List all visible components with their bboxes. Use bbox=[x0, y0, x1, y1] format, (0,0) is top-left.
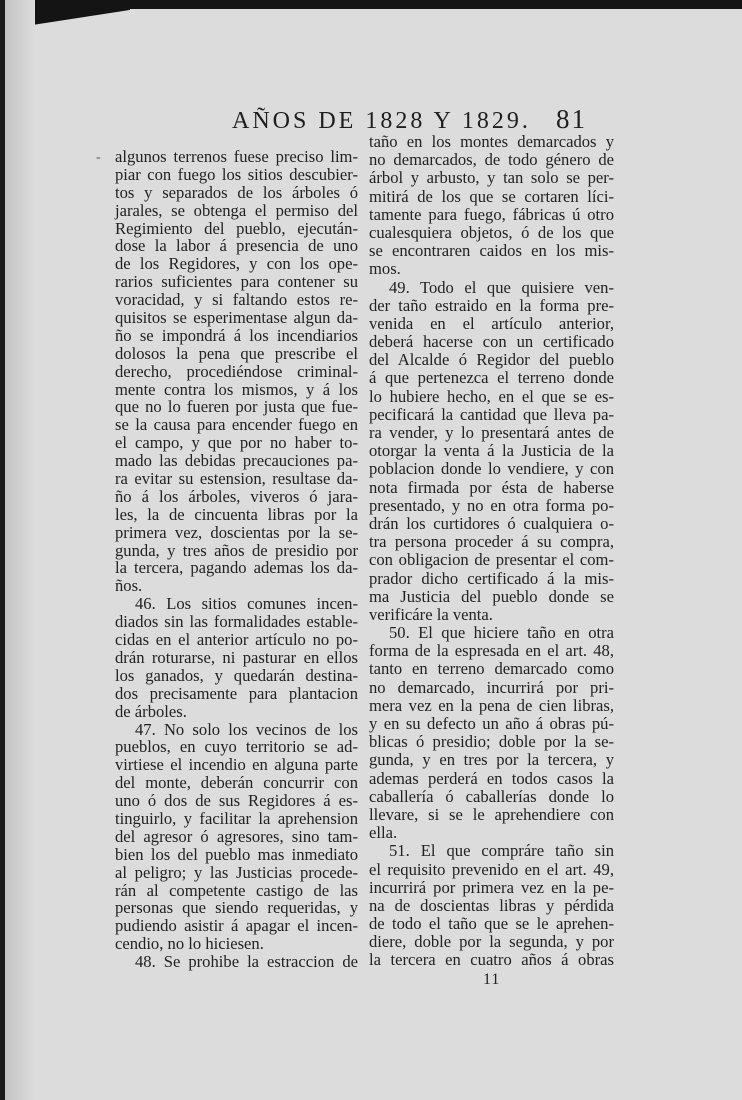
text-line: ra vender, y lo presentará antes de bbox=[369, 423, 614, 442]
margin-mark: - bbox=[96, 150, 101, 165]
text-line: na de doscientas libras y pérdida bbox=[369, 895, 614, 915]
text-line: cidas en el anterior artículo no po- bbox=[115, 630, 358, 650]
text-line: tanto en terreno demarcado como bbox=[369, 659, 614, 679]
text-line: gunda, y tres años de presidio por bbox=[115, 540, 358, 560]
article-first-line: 47. No solo los vecinos de los bbox=[135, 719, 358, 739]
text-line: y en su defecto un año á obras pú- bbox=[369, 714, 614, 733]
text-line: ños. bbox=[115, 576, 143, 596]
text-line: dose la labor á presencia de uno bbox=[115, 236, 358, 256]
text-line: no demarcados, de todo género de bbox=[369, 150, 614, 170]
text-line: árbol y arbusto, y tan solo se per- bbox=[369, 168, 614, 188]
text-line: se la causa para encender fuego en bbox=[115, 415, 358, 435]
text-line: del Alcalde ó Regidor del pueblo bbox=[369, 350, 614, 370]
text-line: presentado, y no en otra forma po- bbox=[369, 495, 614, 515]
text-line: derecho, procediéndose criminal- bbox=[115, 361, 358, 381]
text-line: el requisito prevenido en el art. 49, bbox=[369, 859, 614, 879]
text-line: les, la de cincuenta libras por la bbox=[115, 504, 358, 524]
text-line: de los Regidores, y con los ope- bbox=[115, 254, 358, 274]
text-line: con obligacion de presentar el com- bbox=[369, 550, 614, 570]
text-line: uno ó dos de sus Regidores á es- bbox=[115, 791, 358, 811]
text-line: á que pertenezca el terreno donde bbox=[369, 368, 614, 388]
text-line: caballería ó caballerías donde lo bbox=[369, 786, 614, 806]
text-line: bien los del pueblo mas inmediato bbox=[115, 844, 358, 864]
text-line: ademas perderá en todos casos la bbox=[369, 768, 614, 788]
text-line: primera vez, doscientas por la se- bbox=[115, 522, 358, 542]
text-line: Regimiento del pueblo, ejecután- bbox=[115, 218, 358, 238]
text-line: el campo, y que por no haber to- bbox=[115, 433, 358, 453]
text-line: diados sin las formalidades estable- bbox=[115, 612, 358, 632]
text-line: verificáre la venta. bbox=[369, 604, 493, 624]
text-line: la tercera en cuatro años á obras bbox=[369, 950, 614, 970]
text-line: virtiese el incendio en alguna parte bbox=[115, 755, 358, 775]
text-line: ma Justicia del pueblo donde se bbox=[369, 586, 614, 606]
article-first-line: 46. Los sitios comunes incen- bbox=[135, 594, 358, 614]
text-line: rán al competente castigo de las bbox=[115, 880, 358, 900]
text-line: ra evitar su estension, resultase da- bbox=[115, 469, 358, 489]
text-line: personas que siendo requeridas, y bbox=[115, 898, 358, 918]
text-line: la tercera, pagando ademas los da- bbox=[115, 558, 358, 578]
text-line: dos precisamente para plantacion bbox=[115, 683, 358, 703]
text-line: mitirá de los que se cortaren líci- bbox=[369, 186, 614, 206]
text-line: los ganados, y quedarán destina- bbox=[115, 665, 358, 685]
text-line: mente contra los mismos, y á los bbox=[115, 379, 358, 399]
text-line: tos y separados de los árboles ó bbox=[115, 182, 358, 202]
text-line: quisitos se esperimentase algun da- bbox=[115, 308, 358, 328]
text-line: tra persona proceder á su compra, bbox=[369, 532, 614, 552]
text-line: drán roturarse, ni pasturar en ellos bbox=[115, 647, 358, 667]
text-line: blicas ó presidio; doble por la se- bbox=[369, 732, 614, 752]
article-first-line: 49. Todo el que quisiere ven- bbox=[389, 277, 614, 297]
text-line: ño á los árboles, viveros ó jara- bbox=[115, 486, 358, 506]
text-line: diere, doble por la segunda, y por bbox=[369, 932, 614, 952]
text-line: algunos terrenos fuese preciso lim- bbox=[115, 147, 358, 166]
text-column-right bbox=[369, 133, 614, 970]
text-line: voracidad, y si faltando estos re- bbox=[115, 290, 358, 310]
text-line: que no lo fueren por justa que fue- bbox=[115, 397, 358, 417]
scan-left-edge bbox=[0, 0, 5, 1100]
text-line: tamente para fuego, fábricas ú otro bbox=[369, 204, 614, 224]
text-line: dolosos la pena que prescribe el bbox=[115, 343, 358, 363]
text-line: jarales, se obtenga el permiso del bbox=[115, 200, 358, 220]
text-line: llevare, si se le aprehendiere con bbox=[369, 804, 614, 824]
text-line: deberá hacerse con un certificado bbox=[369, 332, 614, 352]
text-line: del agresor ó agresores, sino tam- bbox=[115, 826, 358, 846]
text-line: pueblos, en cuyo territorio se ad- bbox=[115, 737, 358, 757]
text-line: tinguirlo, y facilitar la aprehension bbox=[115, 808, 358, 828]
text-line: lo hubiere hecho, en el que se es- bbox=[369, 386, 614, 406]
text-line: rarios suficientes para contener su bbox=[115, 272, 358, 292]
text-line: de árboles. bbox=[115, 701, 187, 721]
text-line: pudiendo asistir á apagar el incen- bbox=[115, 916, 358, 936]
text-line: forma de la espresada en el art. 48, bbox=[369, 641, 614, 661]
article-first-line: 48. Se prohibe la estraccion de bbox=[135, 952, 358, 972]
text-line: prador dicho certificado á la mis- bbox=[369, 568, 614, 588]
text-line: pecificará la cantidad que lleva pa- bbox=[369, 404, 614, 424]
text-line: ella. bbox=[369, 823, 398, 843]
text-line: incurrirá por primera vez en la pe- bbox=[369, 877, 614, 897]
running-title: AÑOS DE 1828 Y 1829. bbox=[232, 108, 531, 134]
text-line: se encontraren caidos en los mis- bbox=[369, 241, 614, 261]
scan-gutter-shadow bbox=[5, 0, 35, 1100]
text-line: nota firmada por ésta de haberse bbox=[369, 477, 614, 497]
text-line: al peligro; y las Justicias procede- bbox=[115, 862, 358, 882]
text-line: cendio, no lo hiciesen. bbox=[115, 934, 264, 954]
text-line: otorgar la venta á la Justicia de la bbox=[369, 441, 614, 461]
text-line: venida en el artículo anterior, bbox=[369, 313, 614, 333]
text-line: drán los curtidores ó cualquiera o- bbox=[369, 513, 614, 533]
text-line: ño se impondrá á los incendiarios bbox=[115, 325, 358, 345]
text-line: del monte, deberán concurrir con bbox=[115, 773, 358, 793]
text-line: gunda, y en tres por la tercera, y bbox=[369, 750, 614, 770]
text-line: taño en los montes demarcados y bbox=[369, 132, 614, 151]
text-line: piar con fuego los sitios descubier- bbox=[115, 164, 358, 184]
text-line: mado las debidas precauciones pa- bbox=[115, 451, 358, 471]
text-line: der taño estraido en la forma pre- bbox=[369, 295, 614, 315]
text-line: poblacion donde lo vendiere, y con bbox=[369, 459, 614, 479]
text-column-left bbox=[115, 148, 358, 971]
text-line: mos. bbox=[369, 259, 401, 279]
signature-mark: 11 bbox=[483, 971, 501, 988]
text-line: de todo el taño que se le aprehen- bbox=[369, 914, 614, 934]
text-line: no demarcado, incurrirá por pri- bbox=[369, 677, 614, 697]
article-first-line: 50. El que hiciere taño en otra bbox=[389, 623, 614, 643]
text-line: cualesquiera objetos, ó de los que bbox=[369, 222, 614, 242]
page-number: 81 bbox=[556, 104, 587, 134]
article-first-line: 51. El que compráre taño sin bbox=[389, 841, 614, 861]
text-line: mera vez en la pena de cien libras, bbox=[369, 695, 614, 715]
